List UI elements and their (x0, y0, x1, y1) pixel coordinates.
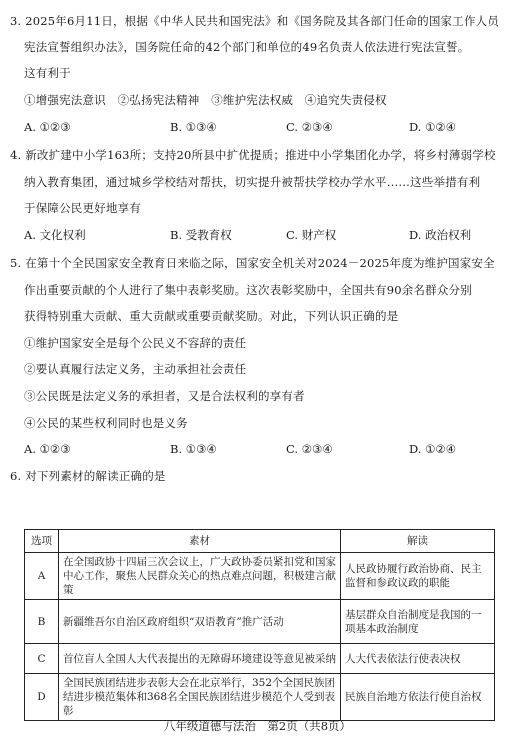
row-key: D (25, 674, 59, 721)
option-c: C. ②③④ (286, 120, 333, 134)
material-table (24, 529, 495, 721)
question-5-options (24, 442, 494, 457)
question-6-stem: 6. 对下列素材的解读正确的是 (10, 469, 166, 483)
table-header-row (25, 530, 495, 553)
question-5-statement-1: ①维护国家安全是每个公民义不容辞的责任 (24, 336, 247, 350)
row-reading: 基层群众自治制度是我国的一项基本政治制度 (341, 600, 495, 644)
table-row (25, 644, 495, 674)
row-material: 在全国政协十四届三次会议上，广大政协委员紧扣党和国家中心工作，聚焦人民群众关心的热点难点问题，积极建言献策 (59, 553, 341, 600)
header-reading: 解读 (341, 530, 495, 553)
row-reading: 人大代表依法行使表决权 (341, 644, 495, 674)
option-a: A. ①②③ (24, 442, 71, 456)
question-5-statement-4: ④公民的某些权利同时也是义务 (24, 416, 188, 430)
row-material: 首位盲人全国人大代表提出的无障碍环境建设等意见被采纳 (59, 644, 341, 674)
question-5-statement-2: ②要认真履行法定义务，主动承担社会责任 (24, 362, 247, 376)
row-key: C (25, 644, 59, 674)
option-a: A. ①②③ (24, 120, 71, 134)
option-b: B. ①③④ (170, 120, 217, 134)
question-4-line-3: 于保障公民更好地享有 (24, 201, 141, 215)
question-5-line-3: 获得特别重大贡献、重大贡献或重要贡献奖励。对此，下列认识正确的是 (24, 309, 399, 323)
row-key: B (25, 600, 59, 644)
question-4-options (24, 228, 494, 243)
question-3-line-3: 这有利于 (24, 66, 71, 80)
option-c: C. ②③④ (286, 442, 333, 456)
option-d: D. 政治权利 (409, 228, 472, 242)
question-3-statements: ①增强宪法意识 ②弘扬宪法精神 ③维护宪法权威 ④追究失责侵权 (24, 93, 387, 107)
table-row (25, 674, 495, 721)
header-option: 选项 (25, 530, 59, 553)
question-3-line-2: 宪法宣誓组织办法》，国务院任命的42个部门和单位的49名负责人依法进行宪法宣誓。 (24, 40, 470, 54)
option-b: B. ①③④ (170, 442, 217, 456)
question-5-line-1: 5. 在第十个全民国家安全教育日来临之际，国家安全机关对2024－2025年度为维护国家安全 (10, 256, 495, 270)
row-reading: 人民政协履行政治协商、民主监督和参政议政的职能 (341, 553, 495, 600)
option-c: C. 财产权 (286, 228, 337, 242)
option-d: D. ①②④ (409, 120, 457, 134)
row-material: 新疆维吾尔自治区政府组织“双语教育”推广活动 (59, 600, 341, 644)
question-3-options (24, 120, 494, 135)
row-material: 全国民族团结进步表彰大会在北京举行，352个全国民族团结进步模范集体和368名全国民族团结进步模范个人受到表彰 (59, 674, 341, 721)
table-row (25, 600, 495, 644)
table-row (25, 553, 495, 600)
row-reading: 民族自治地方依法行使自治权 (341, 674, 495, 721)
page-footer: 八年级道德与法治 第2页（共8页） (163, 719, 352, 733)
row-key: A (25, 553, 59, 600)
question-4-line-1: 4. 新改扩建中小学163所；支持20所县中扩优提质；推进中小学集团化办学，将乡村薄弱学校 (10, 148, 496, 162)
question-5-statement-3: ③公民既是法定义务的承担者，又是合法权利的享有者 (24, 389, 305, 403)
question-4-line-2: 纳入教育集团，通过城乡学校结对帮扶，切实提升被帮扶学校办学水平……这些举措有利 (24, 175, 481, 189)
option-d: D. ①②④ (409, 442, 457, 456)
question-3-line-1: 3. 2025年6月11日，根据《中华人民共和国宪法》和《国务院及其各部门任命的国家工作人员 (10, 14, 500, 28)
option-b: B. 受教育权 (170, 228, 232, 242)
question-5-line-2: 作出重要贡献的个人进行了集中表彰奖励。这次表彰奖励中，全国共有90余名群众分别 (24, 283, 472, 297)
option-a: A. 文化权利 (24, 228, 86, 242)
header-material: 素材 (59, 530, 341, 553)
